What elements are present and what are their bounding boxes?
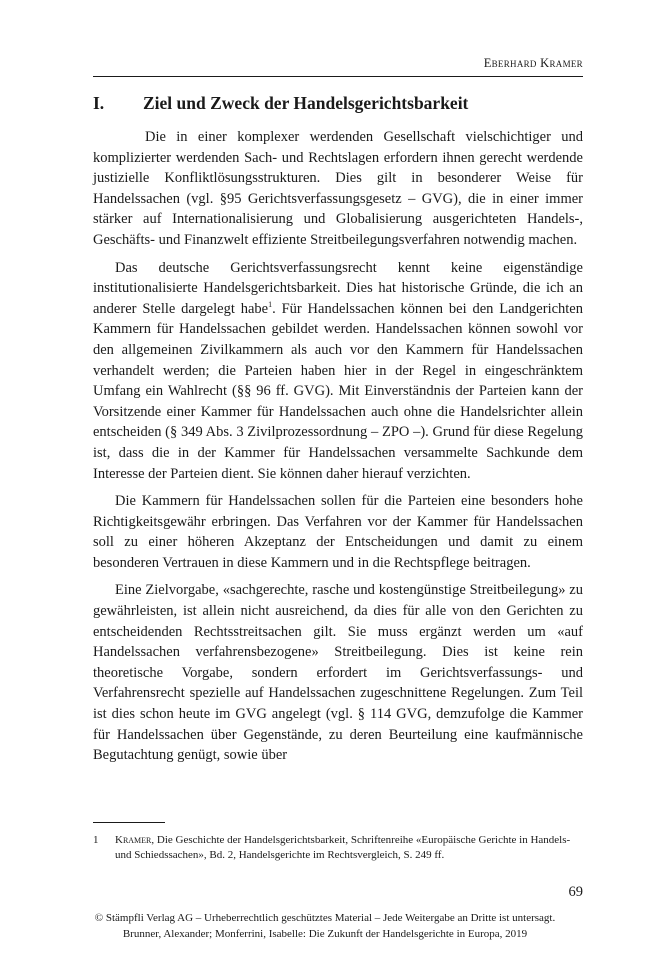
copyright-line-1: © Stämpfli Verlag AG – Urheberrechtlich geschütztes Material – Jede Weitergabe an Dritte ist untersagt.: [94, 912, 556, 924]
paragraph-1: Die in einer komplexer werdenden Gesellschaft vielschichtiger und komplizierter werdenden Sach- und Rechtslagen erfordern ihnen gerecht werdende justizielle Konfliktlösungsstrukturen. Dies gilt in besonderer Weise für Handelssachen (vgl. §95 Gerichtsverfassungsgesetz – GVG), die in einer immer stärker auf Internationalisierung und Globalisierung ausgerichteten Handels-, Geschäfts- und Finanzwelt effiziente Streitbeilegungsverfahren notwendig machen.: [93, 129, 583, 248]
copyright-notice: [0, 910, 650, 942]
paragraph-2: [93, 258, 583, 485]
footnote-rule: [93, 822, 165, 823]
body-text: [93, 127, 583, 773]
paragraph-2-after: . Für Handelssachen können bei den Landgerichten Kammern für Handelssachen gebildet werden. Handelssachen können sowohl vor den allgemeinen Zivilkammern als auch vor den Kammern für Handelssachen verhandelt werden; die Parteien haben hier in der Regel in eingeschränktem Umfang ein Wahlrecht (§§ 96 ff. GVG). Mit Einverständnis der Parteien kann der Vorsitzende einer Kammer für Handelssachen auch ohne die Handelsrichter allein entscheiden (§ 349 Abs. 3 Zivilprozessordnung – ZPO –). Grund für diese Regelung ist, dass die in der Kammer für Handelssachen versammelte Sachkunde dem Interesse der Parteien dient. Sie können daher hierauf verzichten.: [93, 300, 583, 482]
paragraph-3: Die Kammern für Handelssachen sollen für die Parteien eine besonders hohe Richtigkeitsgewähr erbringen. Das Verfahren vor der Kammer für Handelssachen soll zu einer höheren Akzeptanz der Entscheidungen und damit zu einem besonderen Vertrauen in diese Kammern und in die Rechtspflege beitragen.: [93, 493, 583, 571]
section-heading: [93, 93, 583, 114]
footnote-body: [115, 833, 583, 863]
section-number: I.: [93, 93, 105, 113]
footnote-text: , Die Geschichte der Handelsgerichtsbarkeit, Schriftenreihe «Europäische Gerichte in Handels- und Schiedssachen», Bd. 2, Handelsgerichte im Rechtsvergleich, S. 249 ff.: [115, 834, 571, 861]
footnote-author: Kramer: [115, 834, 152, 846]
footnote-reference[interactable]: 1: [268, 299, 273, 309]
header-rule: [93, 76, 583, 77]
running-header-author: Eberhard Kramer: [483, 56, 583, 70]
footnote: [93, 833, 583, 863]
footnote-number: 1: [93, 834, 99, 846]
copyright-line-2: Brunner, Alexander; Monferrini, Isabelle: Die Zukunft der Handelsgerichte in Europa, 2019: [122, 928, 528, 940]
paragraph-2-before: Das deutsche Gerichtsverfassungsrecht kennt keine eigenständige institutionalisierte Handelsgerichtsbarkeit. Dies hat historische Gründe, die ich an anderer Stelle dargelegt habe: [93, 259, 583, 317]
page-number: 69: [568, 884, 583, 900]
section-title: Ziel und Zweck der Handelsgerichtsbarkeit: [143, 93, 469, 113]
paragraph-4: Eine Zielvorgabe, «sachgerechte, rasche und kostengünstige Streitbeilegung» zu gewährleisten, ist allein nicht ausreichend, da dies für alle von den Gerichten zu entscheidenden Rechtsstreitsachen gilt. Sie muss ergänzt werden um «auf Handelssachen verfahrensbezogene» Streitbeilegung. Dies ist keine rein theoretische Vorgabe, sondern erfordert im Gerichtsverfassungs- und Verfahrensrecht spezielle auf Handelssachen zugeschnittene Regelungen. Zum Teil ist dies schon heute im GVG angelegt (vgl. § 114 GVG, demzufolge die Kammer für Handelssachen über Gegenstände, zu deren Beurteilung eine kaufmännische Begutachtung genügt, sowie über: [93, 582, 583, 764]
